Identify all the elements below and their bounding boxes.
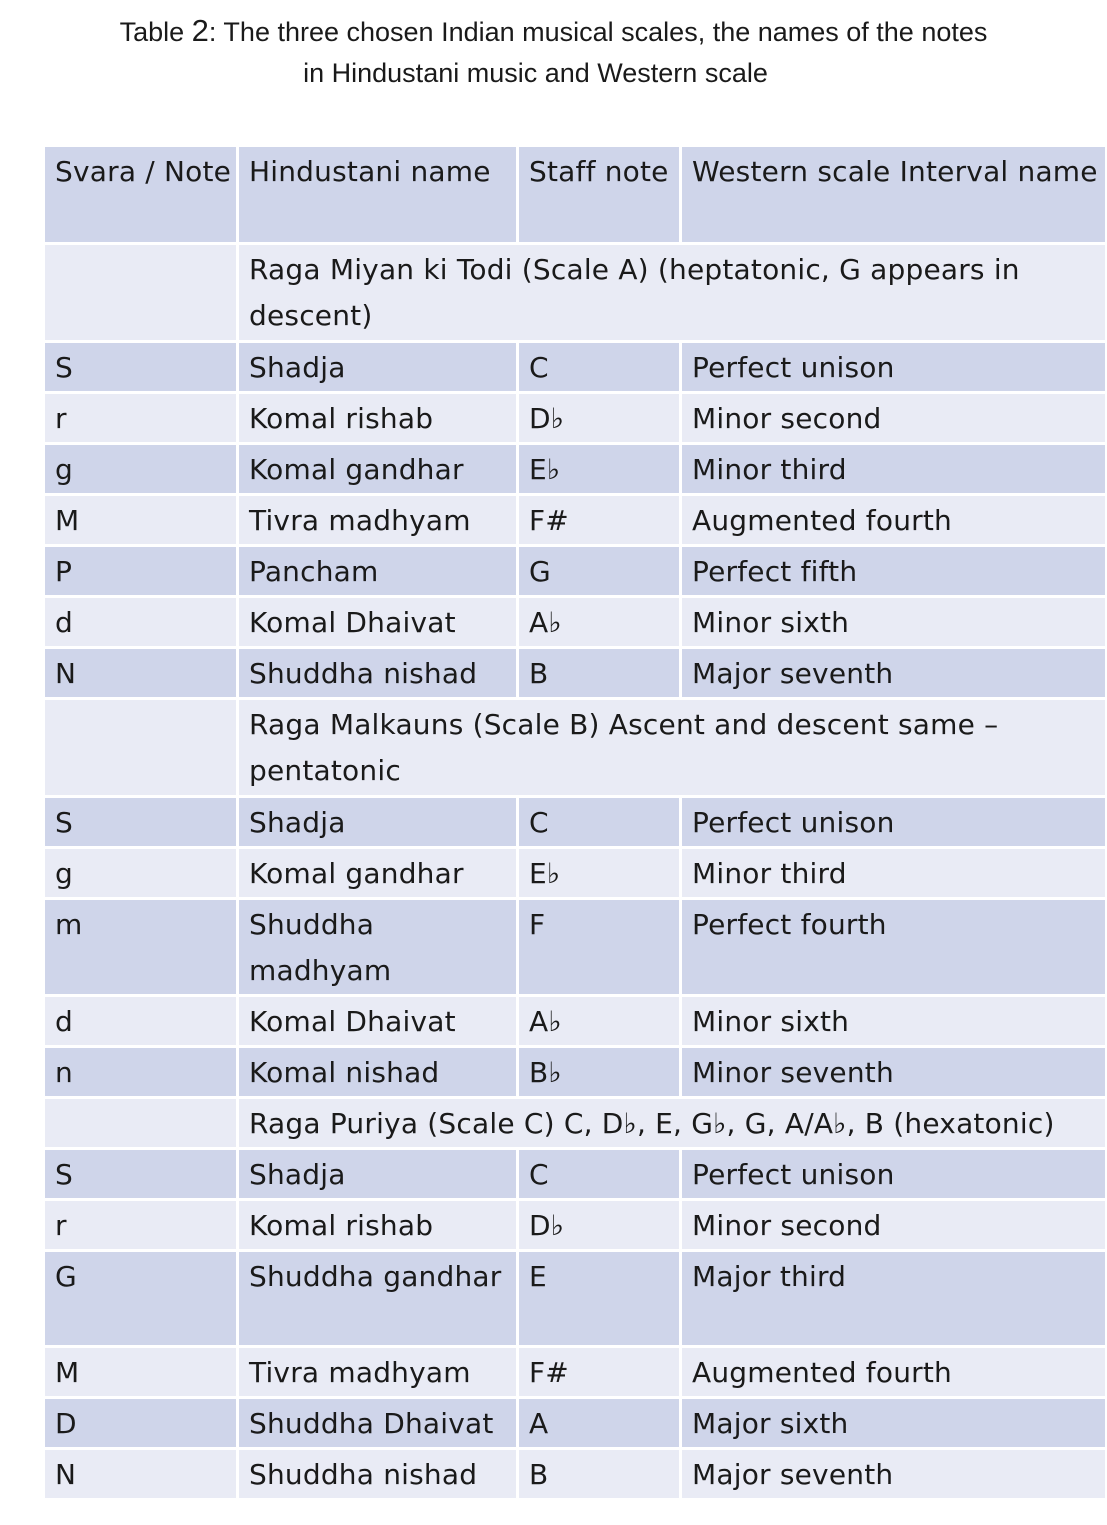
- svara-cell: g: [44, 848, 238, 899]
- name-cell: Tivra madhyam: [238, 1347, 518, 1398]
- section-title: Raga Puriya (Scale C) C, D♭, E, G♭, G, A/A♭, B (hexatonic): [238, 1098, 1107, 1149]
- table-row: [44, 1047, 1107, 1098]
- svara-cell: d: [44, 996, 238, 1047]
- section-title: Raga Miyan ki Todi (Scale A) (heptatonic, G appears in descent): [238, 244, 1107, 342]
- svara-cell: n: [44, 1047, 238, 1098]
- section-row-scale-b: [44, 699, 1107, 797]
- name-cell: Shadja: [238, 797, 518, 848]
- interval-cell: Major third: [681, 1251, 1107, 1347]
- svara-cell: M: [44, 1347, 238, 1398]
- svara-cell: m: [44, 899, 238, 996]
- interval-cell: Major seventh: [681, 1449, 1107, 1500]
- interval-cell: Minor second: [681, 1200, 1107, 1251]
- table-row: [44, 342, 1107, 393]
- name-cell: Komal Dhaivat: [238, 996, 518, 1047]
- svara-cell: g: [44, 444, 238, 495]
- header-hindustani-name: Hindustani name: [238, 146, 518, 244]
- table-row: [44, 1149, 1107, 1200]
- staff-cell: F#: [518, 495, 681, 546]
- header-svara: Svara / Note: [44, 146, 238, 244]
- name-cell: Komal rishab: [238, 1200, 518, 1251]
- name-cell: Shadja: [238, 342, 518, 393]
- staff-cell: E♭: [518, 444, 681, 495]
- table-row: [44, 1200, 1107, 1251]
- caption-line2: in Hindustani music and Western scale: [303, 58, 768, 88]
- scales-table: [42, 144, 1107, 1501]
- name-cell: Shuddha Dhaivat: [238, 1398, 518, 1449]
- table-header-row: [44, 146, 1107, 244]
- staff-cell: D♭: [518, 393, 681, 444]
- table-row: [44, 648, 1107, 699]
- staff-cell: F#: [518, 1347, 681, 1398]
- header-staff-note: Staff note: [518, 146, 681, 244]
- table-row: [44, 848, 1107, 899]
- name-cell: Pancham: [238, 546, 518, 597]
- svara-cell: S: [44, 1149, 238, 1200]
- table-row: [44, 996, 1107, 1047]
- svara-cell: S: [44, 342, 238, 393]
- table-row: [44, 597, 1107, 648]
- name-cell: Shuddha nishad: [238, 1449, 518, 1500]
- caption-line1: : The three chosen Indian musical scales, the names of the notes: [208, 17, 988, 47]
- name-cell: Komal gandhar: [238, 848, 518, 899]
- staff-cell: G: [518, 546, 681, 597]
- interval-cell: Major sixth: [681, 1398, 1107, 1449]
- table-caption: [0, 10, 1107, 94]
- table-row: [44, 495, 1107, 546]
- interval-cell: Perfect fourth: [681, 899, 1107, 996]
- interval-cell: Perfect unison: [681, 1149, 1107, 1200]
- interval-cell: Minor second: [681, 393, 1107, 444]
- staff-cell: A: [518, 1398, 681, 1449]
- name-cell: Shuddha gandhar: [238, 1251, 518, 1347]
- interval-cell: Minor sixth: [681, 996, 1107, 1047]
- table-row: [44, 1449, 1107, 1500]
- name-cell: Shadja: [238, 1149, 518, 1200]
- name-cell: Tivra madhyam: [238, 495, 518, 546]
- interval-cell: Perfect unison: [681, 342, 1107, 393]
- staff-cell: B: [518, 648, 681, 699]
- staff-cell: F: [518, 899, 681, 996]
- svara-cell: r: [44, 393, 238, 444]
- section-row-scale-c: [44, 1098, 1107, 1149]
- caption-prefix: Table: [119, 17, 192, 47]
- staff-cell: D♭: [518, 1200, 681, 1251]
- interval-cell: Minor third: [681, 848, 1107, 899]
- svara-cell: d: [44, 597, 238, 648]
- interval-cell: Minor seventh: [681, 1047, 1107, 1098]
- svara-cell: S: [44, 797, 238, 848]
- svara-cell: r: [44, 1200, 238, 1251]
- interval-cell: Augmented fourth: [681, 1347, 1107, 1398]
- staff-cell: B♭: [518, 1047, 681, 1098]
- table-row: [44, 899, 1107, 996]
- interval-cell: Perfect fifth: [681, 546, 1107, 597]
- svara-cell: D: [44, 1398, 238, 1449]
- staff-cell: E♭: [518, 848, 681, 899]
- interval-cell: Major seventh: [681, 648, 1107, 699]
- staff-cell: C: [518, 1149, 681, 1200]
- table-row: [44, 1398, 1107, 1449]
- name-cell: Komal nishad: [238, 1047, 518, 1098]
- staff-cell: E: [518, 1251, 681, 1347]
- interval-cell: Perfect unison: [681, 797, 1107, 848]
- svara-cell: M: [44, 495, 238, 546]
- table-row: [44, 546, 1107, 597]
- table-row: [44, 393, 1107, 444]
- section-title: Raga Malkauns (Scale B) Ascent and descent same – pentatonic: [238, 699, 1107, 797]
- name-cell: Komal gandhar: [238, 444, 518, 495]
- staff-cell: A♭: [518, 597, 681, 648]
- interval-cell: Minor third: [681, 444, 1107, 495]
- staff-cell: B: [518, 1449, 681, 1500]
- name-cell: Shuddha madhyam: [238, 899, 518, 996]
- svara-cell: G: [44, 1251, 238, 1347]
- table-row: [44, 797, 1107, 848]
- section-row-scale-a: [44, 244, 1107, 342]
- interval-cell: Minor sixth: [681, 597, 1107, 648]
- staff-cell: A♭: [518, 996, 681, 1047]
- svara-cell: N: [44, 1449, 238, 1500]
- name-cell: Komal rishab: [238, 393, 518, 444]
- interval-cell: Augmented fourth: [681, 495, 1107, 546]
- svara-cell: N: [44, 648, 238, 699]
- table-row: [44, 444, 1107, 495]
- caption-number: 2: [191, 13, 209, 48]
- header-interval-name: Western scale Interval name: [681, 146, 1107, 244]
- svara-cell: P: [44, 546, 238, 597]
- table-row: [44, 1251, 1107, 1347]
- table-row: [44, 1347, 1107, 1398]
- name-cell: Shuddha nishad: [238, 648, 518, 699]
- staff-cell: C: [518, 797, 681, 848]
- staff-cell: C: [518, 342, 681, 393]
- name-cell: Komal Dhaivat: [238, 597, 518, 648]
